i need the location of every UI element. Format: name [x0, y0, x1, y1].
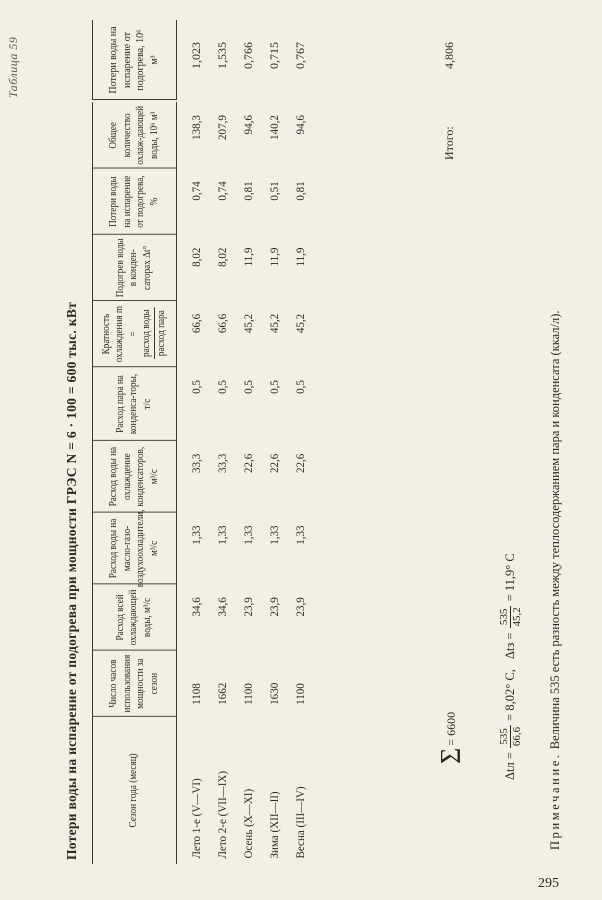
- header-loss-volume: Потери воды на испарение от подогрева, 10⁶ м³: [108, 26, 160, 94]
- cell-total-cooling: 94,6: [293, 115, 307, 135]
- cell-loss-percent: 0,81: [293, 181, 307, 201]
- formula-1-num: 535: [498, 725, 511, 748]
- table-row: [210, 102, 234, 864]
- cell-condenser-water: 22,6: [267, 453, 281, 473]
- cell-ratio: 66,6: [215, 313, 229, 334]
- cell-oil-gas-water: 1,33: [189, 525, 203, 545]
- header-season: Сезон года (месяц): [128, 753, 140, 828]
- table-number: Таблица 59: [6, 36, 20, 98]
- cell-ratio: 66,6: [189, 313, 203, 334]
- cell-condenser-water: 22,6: [241, 453, 255, 473]
- cell-ratio: 45,2: [267, 313, 281, 334]
- cell-condenser-water: 33,3: [189, 453, 203, 473]
- cell-total-water: 23,9: [241, 597, 255, 617]
- cell-steam-flow: 0,5: [267, 380, 281, 394]
- formula-2-fraction: [498, 604, 523, 629]
- table-title: Потери воды на испарение от подогрева при мощности ГРЭС N = 6 · 100 = 600 тыс. кВт: [64, 301, 79, 860]
- cell-total-cooling: 94,6: [241, 115, 255, 135]
- ratio-numerator: расход воды: [140, 307, 155, 358]
- cell-loss-volume: 1,023: [189, 42, 203, 69]
- formula-1-rhs: = 8,02° C,: [503, 669, 517, 721]
- table-header-rule: [176, 102, 177, 864]
- footnote-label: Примечание.: [548, 752, 562, 850]
- formula-2-lhs: Δtз =: [503, 632, 517, 660]
- header-total-water: Расход всей охлаждающей воды, м³/с: [114, 589, 153, 646]
- formula-1-lhs: Δtл =: [503, 752, 517, 780]
- header-steam-flow: Расход пара на конденса-торы, т/с: [114, 373, 153, 435]
- cell-heating: 11,9: [241, 247, 255, 267]
- header-ratio: [92, 301, 176, 367]
- cell-season: Зима (XII—II): [267, 791, 281, 859]
- cell-steam-flow: 0,5: [215, 380, 229, 394]
- cell-total-cooling: 140,2: [267, 115, 281, 140]
- footnote-text: Величина 535 есть разность между теплосодержанием пара и конденсата (ккал/л).: [548, 310, 562, 750]
- cell-loss-percent: 0,51: [267, 181, 281, 201]
- cell-total-cooling: 138,3: [189, 115, 203, 140]
- cell-loss-volume: 0,767: [293, 42, 307, 69]
- cell-heating: 8,02: [189, 247, 203, 267]
- formula-2-rhs: = 11,9° C: [503, 553, 517, 602]
- header-loss-percent: Потери воды на испарение от подогрева, %: [108, 175, 160, 228]
- footnote: [548, 310, 563, 850]
- header-condenser-water: Расход воды на охлаждение конденсаторов, м³/с: [108, 446, 160, 507]
- header-rule-extension: [176, 20, 177, 100]
- cell-steam-flow: 0,5: [241, 380, 255, 394]
- cell-total-water: 34,6: [189, 597, 203, 617]
- cell-hours: 1662: [215, 682, 229, 705]
- cell-oil-gas-water: 1,33: [241, 525, 255, 545]
- cell-steam-flow: 0,5: [189, 380, 203, 394]
- table-row: [184, 102, 208, 864]
- cell-condenser-water: 22,6: [293, 453, 307, 473]
- header-total-cooling: Общее количество охлаж-дающей воды, 10⁶ м³: [108, 105, 160, 165]
- cell-heating: 11,9: [293, 247, 307, 267]
- ratio-label: Кратность охлаждения m =: [100, 305, 139, 363]
- cell-loss-percent: 0,81: [241, 181, 255, 201]
- cell-loss-volume: 1,535: [215, 42, 229, 69]
- cell-loss-percent: 0,74: [189, 181, 203, 201]
- cell-ratio: 45,2: [293, 313, 307, 334]
- header-oil-gas-water: Расход воды на масло-газо-воздухоохладители, м³/с: [108, 509, 160, 588]
- table-row: [236, 102, 260, 864]
- header-hours: Число часов использования мощности за сезон: [108, 654, 160, 713]
- cell-condenser-water: 33,3: [215, 453, 229, 473]
- cell-total-water: 34,6: [215, 597, 229, 617]
- sum-value: = 6600: [443, 711, 458, 746]
- ratio-fraction: [140, 307, 168, 358]
- total-label: Итого:: [442, 126, 456, 160]
- cell-heating: 11,9: [267, 247, 281, 267]
- cell-ratio: 45,2: [241, 313, 255, 334]
- cell-loss-percent: 0,74: [215, 181, 229, 201]
- cell-season: Лето 2-е (VII—IX): [215, 770, 229, 859]
- table-row: [262, 102, 286, 864]
- cell-total-cooling: 207,9: [215, 115, 229, 140]
- cell-hours: 1630: [267, 682, 281, 705]
- table-body: [184, 102, 314, 864]
- cell-hours: 1100: [241, 683, 255, 705]
- ratio-denominator: расход пара: [155, 310, 167, 357]
- cell-season: Весна (III—IV): [293, 786, 307, 859]
- formula-1-den: 66,6: [511, 726, 523, 747]
- cell-total-water: 23,9: [267, 597, 281, 617]
- formula-2-den: 45,2: [511, 607, 523, 627]
- table-row: [288, 102, 312, 864]
- cell-hours: 1100: [293, 683, 307, 705]
- cell-heating: 8,02: [215, 247, 229, 267]
- cell-oil-gas-water: 1,33: [293, 525, 307, 545]
- sum-hours: [436, 712, 468, 764]
- total-value: 4,806: [442, 42, 456, 69]
- cell-hours: 1108: [189, 683, 203, 705]
- cell-steam-flow: 0,5: [293, 380, 307, 394]
- cell-oil-gas-water: 1,33: [215, 525, 229, 545]
- cell-season: Лето 1-е (V—VI): [189, 778, 203, 859]
- page-number: 295: [538, 876, 559, 891]
- cell-oil-gas-water: 1,33: [267, 525, 281, 545]
- cell-loss-volume: 0,715: [267, 42, 281, 69]
- header-heating: Подогрев воды в конден-саторах Δt°: [114, 238, 153, 298]
- cell-loss-volume: 0,766: [241, 42, 255, 69]
- formula-1-fraction: [498, 724, 523, 749]
- formula-line: [498, 553, 523, 780]
- sigma-symbol: Σ: [436, 747, 467, 764]
- cell-total-water: 23,9: [293, 597, 307, 617]
- header-rule-extension: [92, 20, 93, 100]
- formula-2-num: 535: [498, 606, 511, 629]
- cell-season: Осень (X—XI): [241, 788, 255, 859]
